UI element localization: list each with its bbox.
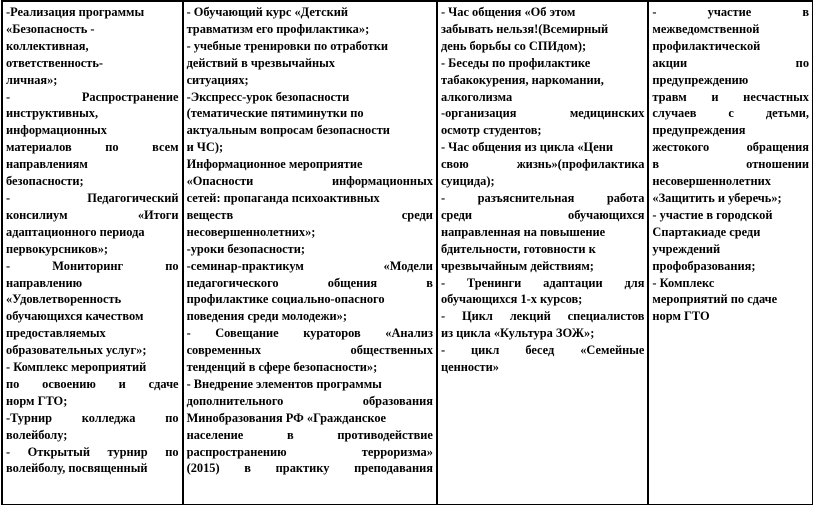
cell-text-line: мероприятий по сдаче [652,292,778,307]
table-cell-column-4 [649,2,813,504]
cell-text-line: несовершеннолетних»; [186,224,316,239]
cell-text-line: образовательных услуг»; [6,343,147,358]
cell-text-line: -Экспресс-урок безопасности [186,89,350,104]
cell-text-line: педагогического общения в [186,275,433,290]
cell-text-line: обучающихся 1-х курсов; [440,292,583,307]
cell-text-line: - Цикл лекций специалистов [440,309,645,324]
cell-text-line: безопасности; [6,174,84,189]
cell-text-line: материалов по всем [6,140,179,155]
cell-text-line: несовершеннолетних [652,174,771,189]
cell-text-line: учреждений [652,241,721,256]
cell-text-line: -организация медицинских [440,106,645,121]
cell-text-line: адаптационного периода [6,224,145,239]
cell-text-line: межведомственной [652,21,760,36]
cell-text-line: акции по [652,55,810,70]
cell-text-line: инструктивных, [6,106,99,121]
cell-text-line: предупреждения [652,123,746,138]
cell-text-line: суицида); [440,174,495,189]
cell-text-line: - Педагогический [6,190,179,205]
cell-text-line: - Беседы по профилактике [440,55,591,70]
cell-text-line: - цикл бесед «Семейные [440,343,645,358]
cell-text-line: предупреждению [652,72,749,87]
cell-text-line: актуальным вопросам безопасности [186,123,390,138]
table-cell-column-1 [3,2,184,504]
cell-text-line: ситуациях; [186,72,249,87]
cell-text-line: - участие в [652,5,810,19]
cell-text-line: забывать нельзя!(Всемирный [440,21,609,36]
cell-text-line: табакокурения, наркомании, [440,72,604,87]
cell-text-line: и ЧС); [186,140,224,155]
cell-text-line: чрезвычайным действиям; [440,258,594,273]
cell-text-line: (тематические пятиминутки по [186,106,364,121]
cell-text-line: современных общественных [186,343,433,358]
table-cell-column-2 [184,2,438,504]
cell-text-line: «Защитить и уберечь»; [652,190,782,205]
cell-text-line: ценности» [440,360,499,375]
cell-text-line: сетей: пропаганда психоактивных [186,190,380,205]
cell-text-line: обучающихся качеством [6,309,144,324]
cell-text-line: профобразования; [652,258,756,273]
cell-text-line: (2015) в практику преподавания [186,461,433,476]
cell-text-line: жестокого обращения [652,140,810,155]
cell-text-line: травм и несчастных [652,89,810,104]
cell-text-line: - Час общения «Об этом [440,5,576,19]
cell-text-line: осмотр студентов; [440,123,542,138]
activities-table [1,0,813,505]
cell-text-line: профилактической [652,38,761,53]
cell-text-line: -Турнир колледжа по [6,410,179,425]
cell-text-line: среди обучающихся [440,207,645,222]
cell-text-line: - Мониторинг по [6,258,179,273]
cell-text-line: - учебные тренировки по отработки [186,38,389,53]
cell-text-line: поведения среди молодежи»; [186,309,348,324]
cell-text-line: норм ГТО [652,309,710,324]
cell-text-line: -Реализация программы [6,5,145,19]
cell-text-line: волейболу, посвященный [6,461,148,476]
cell-text-line: - Комплекс мероприятий [6,360,147,375]
cell-text-line: ответственность- [6,55,104,70]
cell-text-line: -семинар-практикум «Модели [186,258,433,273]
cell-text-line: - Внедрение элементов программы [186,376,382,391]
cell-text-line: профилактике социально-опасного [186,292,385,307]
cell-text-line: день борьбы со СПИдом); [440,38,587,53]
cell-text-line: коллективная, [6,38,89,53]
cell-text-line: предоставляемых [6,326,106,341]
cell-text-line: действий в чрезвычайных [186,55,335,70]
cell-text-line: Спартакиаде среди [652,224,761,239]
cell-text-line: первокурсников»; [6,241,109,256]
cell-text-line: Минобразования РФ «Гражданское [186,410,387,425]
cell-text-line: - Тренинги адаптации для [440,275,645,290]
cell-text-line: «Удовлетворенность [6,292,122,307]
cell-text-line: информационных [6,123,107,138]
cell-text-line: консилиум «Итоги [6,207,179,222]
cell-text-line: - Распространение [6,89,179,104]
cell-text-line: - участие в городской [652,207,773,222]
cell-text-line: дополнительного образования [186,393,433,408]
cell-text-line: «Опасности информационных [186,174,433,189]
cell-text-line: -уроки безопасности; [186,241,305,256]
cell-text-line: «Безопасность - [6,21,95,36]
cell-text-line: распространению терроризма» [186,444,433,459]
cell-text-line: из цикла «Культура ЗОЖ»; [440,326,595,341]
cell-text-line: веществ среди [186,207,433,222]
cell-text-line: - Совещание кураторов «Анализ [186,326,433,341]
cell-text-line: направлению [6,275,83,290]
cell-text-line: - Час общения из цикла «Цени [440,140,613,155]
cell-text-line: травматизм его профилактика»; [186,21,370,36]
cell-text-line: случаев с детьми, [652,106,810,121]
cell-text-line: бдительности, готовности к [440,241,596,256]
cell-text-line: - Комплекс [652,275,715,290]
cell-text-line: в отношении [652,157,810,172]
cell-text-line: направленная на повышение [440,224,606,239]
cell-text-line: личная»; [6,72,58,87]
cell-text-line: норм ГТО; [6,393,68,408]
table-cell-column-3 [438,2,649,504]
cell-text-line: - Открытый турнир по [6,444,179,459]
cell-text-line: население в противодействие [186,427,433,442]
cell-text-line: по освоению и сдаче [6,376,179,391]
cell-text-line: - Обучающий курс «Детский [186,5,349,19]
cell-text-line: свою жизнь»(профилактика [440,157,645,172]
cell-text-line: алкоголизма [440,89,513,104]
cell-text-line: тенденций в сфере безопасности»; [186,360,378,375]
cell-text-line: - разъяснительная работа [440,190,645,205]
cell-text-line: волейболу; [6,427,68,442]
cell-text-line: направлениям [6,157,88,172]
cell-text-line: Информационное мероприятие [186,157,363,172]
